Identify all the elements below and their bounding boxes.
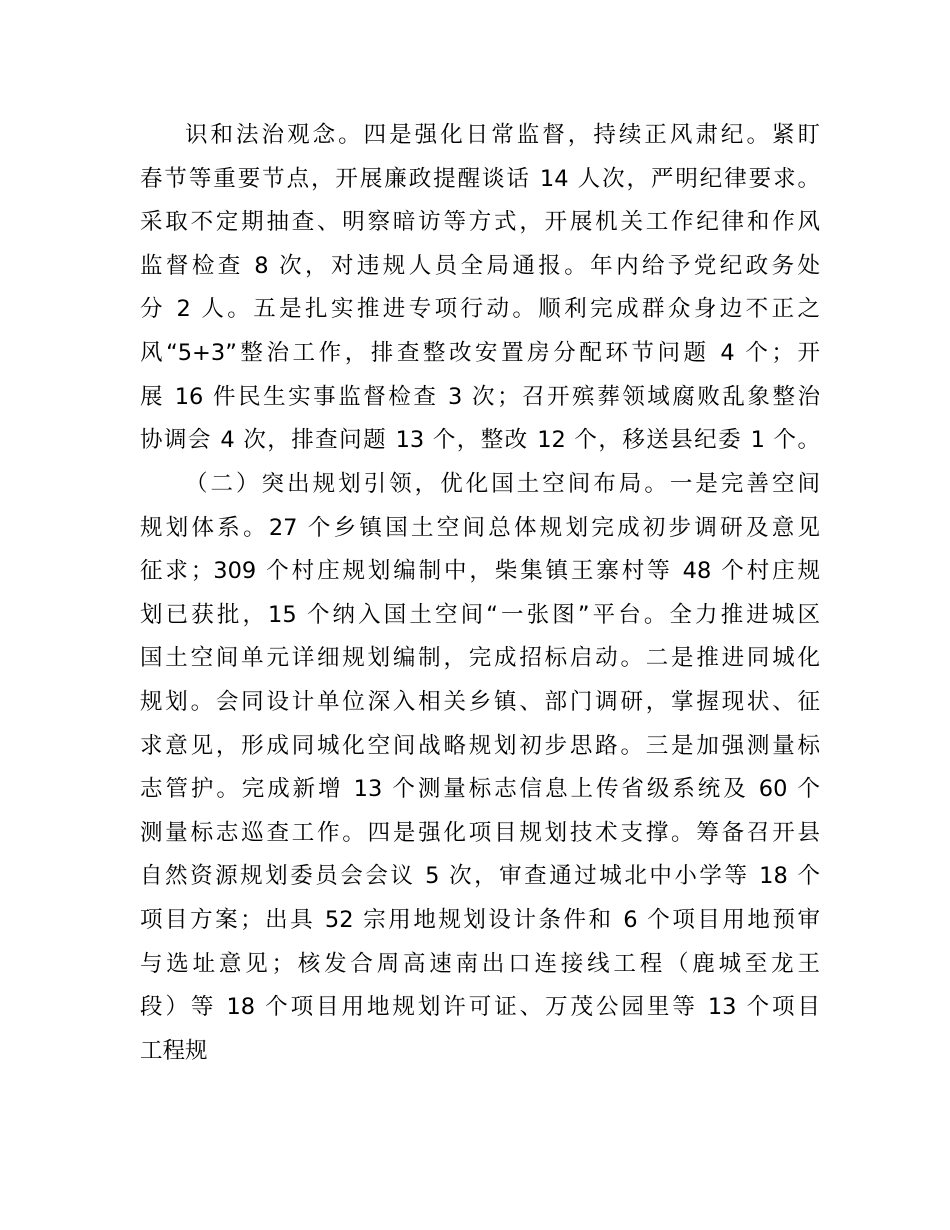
text-line: 规划体系。27 个乡镇国土空间总体规划完成初步调研及意见 xyxy=(140,514,820,541)
text-line: 段）等 18 个项目用地规划许可证、万茂公园里等 13 个项目 xyxy=(140,994,820,1021)
text-line: 监督检查 8 次，对违规人员全局通报。年内给予党纪政务处 xyxy=(140,252,820,279)
text-line: 协调会 4 次，排查问题 13 个，整改 12 个，移送县纪委 1 个。 xyxy=(140,427,820,454)
text-line: 划已获批，15 个纳入国土空间“一张图”平台。全力推进城区 xyxy=(140,601,820,628)
text-line: 风“5+3”整治工作，排查整改安置房分配环节问题 4 个；开 xyxy=(140,339,820,366)
text-line: 志管护。完成新增 13 个测量标志信息上传省级系统及 60 个 xyxy=(140,776,820,803)
paragraph-discipline-supervision xyxy=(140,114,820,463)
text-line: 工程规 xyxy=(140,1037,208,1064)
text-line: 项目方案；出具 52 宗用地规划设计条件和 6 个项目用地预审 xyxy=(140,906,820,933)
text-line: 采取不定期抽查、明察暗访等方式，开展机关工作纪律和作风 xyxy=(140,209,820,236)
text-line: 自然资源规划委员会会议 5 次，审查通过城北中小学等 18 个 xyxy=(140,863,820,890)
text-line: 征求；309 个村庄规划编制中，柴集镇王寨村等 48 个村庄规 xyxy=(140,558,820,585)
text-line: 展 16 件民生实事监督检查 3 次；召开殡葬领域腐败乱象整治 xyxy=(140,383,820,410)
text-line: （二）突出规划引领，优化国土空间布局。一是完善空间 xyxy=(185,471,820,497)
text-line: 规划。会同设计单位深入相关乡镇、部门调研，掌握现状、征 xyxy=(140,688,820,715)
text-line: 识和法治观念。四是强化日常监督，持续正风肃纪。紧盯 xyxy=(185,122,820,148)
text-line: 国土空间单元详细规划编制，完成招标启动。二是推进同城化 xyxy=(140,645,820,672)
text-line: 测量标志巡查工作。四是强化项目规划技术支撑。筹备召开县 xyxy=(140,819,820,846)
paragraph-planning-guidance xyxy=(140,463,820,1073)
text-line: 求意见，形成同城化空间战略规划初步思路。三是加强测量标 xyxy=(140,732,820,759)
text-line: 分 2 人。五是扎实推进专项行动。顺利完成群众身边不正之 xyxy=(140,296,820,323)
text-line: 春节等重要节点，开展廉政提醒谈话 14 人次，严明纪律要求。 xyxy=(140,165,820,192)
text-line: 与选址意见；核发合周高速南出口连接线工程（鹿城至龙王 xyxy=(140,950,820,977)
